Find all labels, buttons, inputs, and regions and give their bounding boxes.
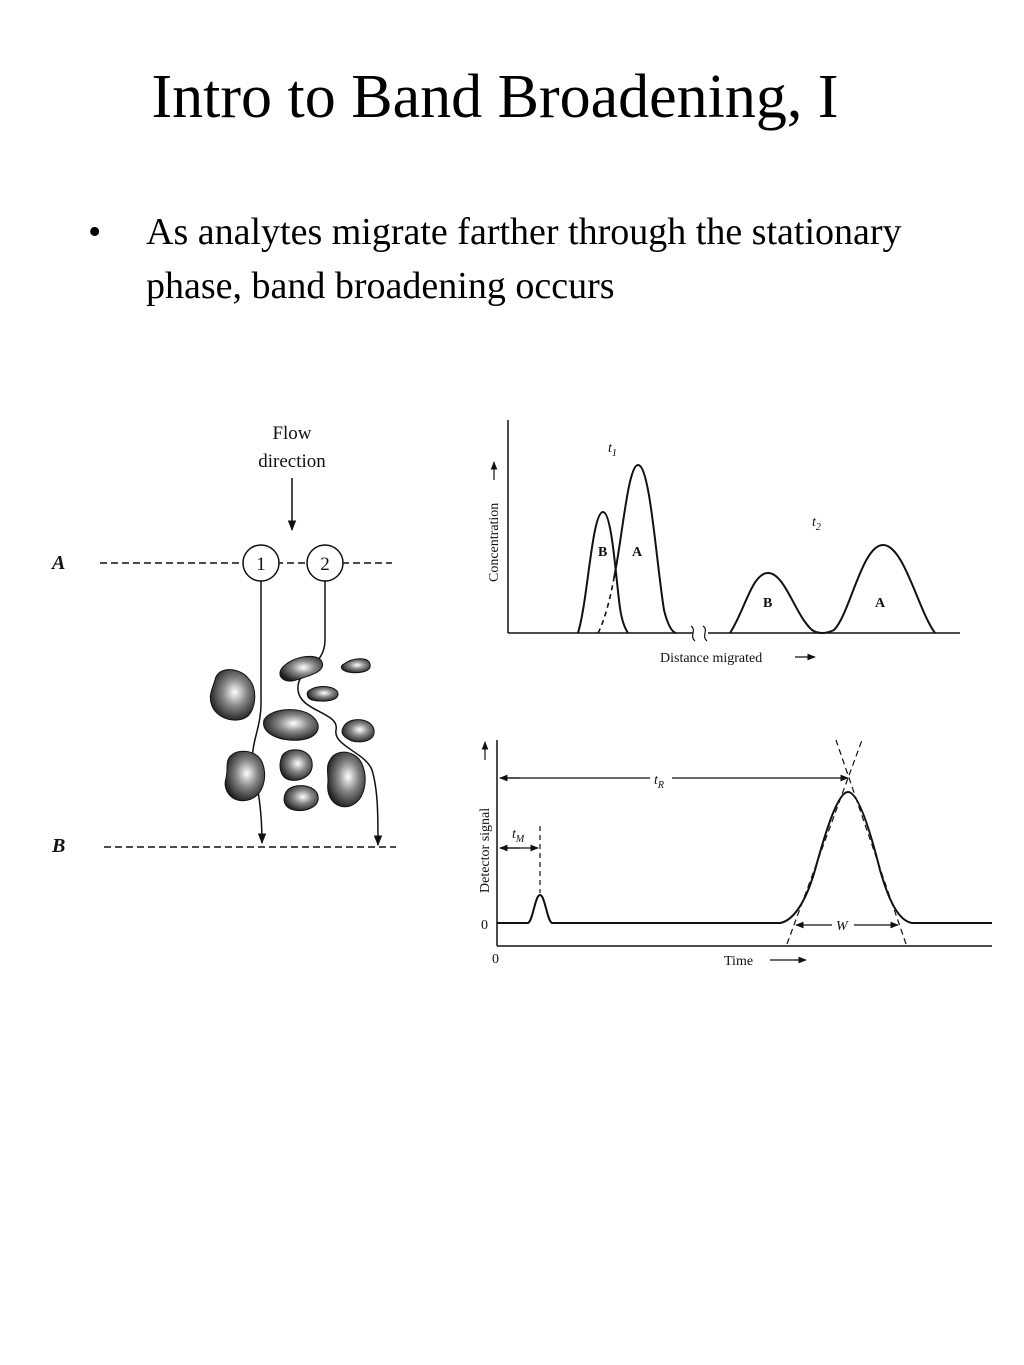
stationary-phase-particles: [210, 656, 374, 810]
conc-y-label: Concentration: [487, 502, 502, 582]
peak-a-t2-label: A: [875, 596, 886, 611]
tangent-right: [836, 740, 906, 944]
line-a-label: A: [52, 552, 66, 574]
chrom-y-label: Detector signal: [478, 807, 493, 893]
flow-label: Flow: [272, 423, 312, 444]
particle: [341, 659, 370, 673]
chrom-zero-x: 0: [492, 952, 499, 967]
tangent-left: [787, 740, 862, 944]
time-1-label: $t_1$: [608, 441, 617, 459]
line-b-label: B: [52, 835, 66, 857]
slide-title: Intro to Band Broadening, I: [151, 63, 839, 131]
particle: [264, 710, 319, 741]
bullet-marker: •: [88, 211, 102, 253]
particle: [328, 752, 366, 807]
tm-label: $t_M$: [512, 827, 525, 845]
peaks-t2: [730, 545, 935, 633]
peak-a-t1-overlap: [598, 578, 614, 633]
time-2-label: $t_2$: [812, 515, 821, 533]
tr-label: $t_R$: [654, 773, 664, 791]
particle: [307, 687, 338, 702]
peak-b-t2-label: B: [763, 596, 773, 611]
peak-a-t1: [614, 465, 676, 633]
peak-b-t1-label: B: [598, 545, 608, 560]
chrom-zero-y: 0: [481, 918, 488, 933]
peak-a-t1-label: A: [632, 545, 643, 560]
particle: [280, 750, 312, 781]
peak-b-t1: [578, 512, 628, 633]
concentration-chart: [487, 420, 960, 666]
flow-diagram: [50, 423, 396, 857]
path-1-line: [252, 581, 262, 843]
particle: [280, 656, 323, 681]
chrom-x-label: Time: [724, 954, 754, 969]
particle: [210, 670, 254, 720]
direction-label: direction: [258, 451, 326, 472]
axis-break-right: [703, 626, 707, 641]
path-1-label: 1: [256, 554, 266, 575]
signal-trace: [497, 792, 992, 923]
particle: [342, 720, 374, 742]
particle: [284, 786, 318, 811]
path-2-label: 2: [320, 554, 330, 575]
width-label: W: [836, 919, 848, 934]
chromatogram: [478, 740, 992, 969]
particle: [225, 751, 265, 800]
bullet-text: As analytes migrate farther through the stationary phase, band broadening occurs: [146, 211, 902, 307]
conc-x-label: Distance migrated: [660, 651, 763, 666]
